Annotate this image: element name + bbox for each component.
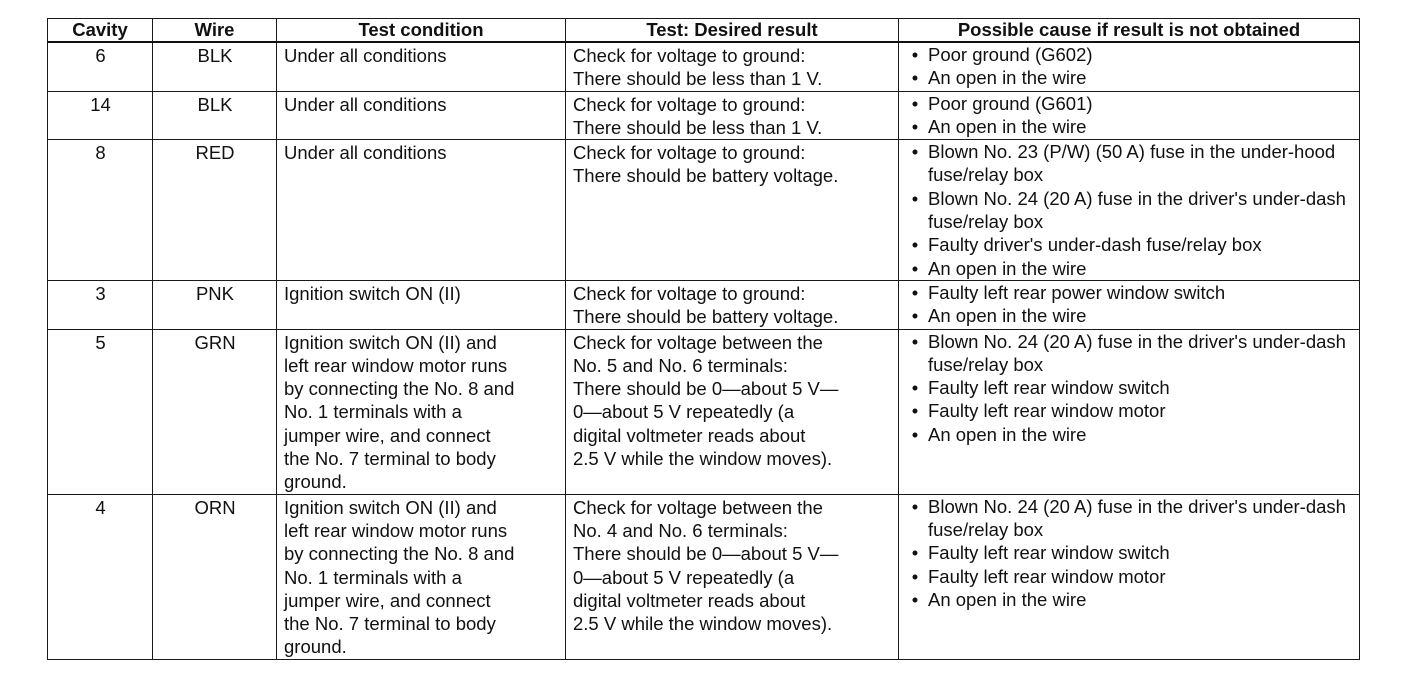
cause-item — [908, 304, 1353, 327]
wire-cell: RED — [153, 140, 277, 281]
cause-text: Poor ground (G601) — [928, 92, 1093, 114]
bullet-icon: • — [911, 257, 919, 279]
cause-list — [908, 330, 1353, 446]
result-cell — [566, 140, 899, 281]
cause-list — [908, 281, 1353, 328]
header-wire: Wire — [153, 19, 277, 43]
cavity-cell: 6 — [48, 42, 153, 91]
cause-cell — [899, 91, 1360, 140]
bullet-icon: • — [911, 281, 919, 303]
table-row — [48, 42, 1360, 91]
cause-cell — [899, 140, 1360, 281]
cause-item — [908, 140, 1353, 187]
condition-cell — [277, 280, 566, 329]
cause-text: An open in the wire — [928, 305, 1087, 327]
result-text: Check for voltage to ground: There should be less than 1 V. — [573, 45, 823, 90]
cause-text: An open in the wire — [928, 115, 1087, 137]
bullet-icon: • — [911, 305, 919, 327]
result-cell — [566, 91, 899, 140]
cause-text: An open in the wire — [928, 257, 1087, 279]
cause-text: An open in the wire — [928, 67, 1087, 89]
cause-item — [908, 376, 1353, 399]
wire-cell: BLK — [153, 91, 277, 140]
cavity-cell: 14 — [48, 91, 153, 140]
bullet-icon: • — [911, 565, 919, 587]
bullet-icon: • — [911, 115, 919, 137]
cause-list — [908, 43, 1353, 90]
cause-item — [908, 423, 1353, 446]
bullet-icon: • — [911, 400, 919, 422]
cause-text: An open in the wire — [928, 588, 1087, 610]
condition-text: Under all conditions — [284, 45, 447, 66]
result-text: Check for voltage between the No. 4 and No. 6 terminals: There should be 0—about 5 V— 0—about 5 V repeatedly (a digital voltmeter reads about 2.5 V while the window moves). — [573, 496, 839, 635]
header-possible-cause: Possible cause if result is not obtained — [899, 19, 1360, 43]
bullet-icon: • — [911, 377, 919, 399]
bullet-icon: • — [911, 141, 919, 163]
cause-text: An open in the wire — [928, 423, 1087, 445]
condition-text: Ignition switch ON (II) and left rear window motor runs by connecting the No. 8 and No. 1 terminals with a jumper wire, and connect the No. 7 terminal to body ground. — [284, 496, 515, 658]
cavity-cell: 3 — [48, 280, 153, 329]
cause-item — [908, 588, 1353, 611]
wire-cell: BLK — [153, 42, 277, 91]
cause-list — [908, 140, 1353, 280]
bullet-icon: • — [911, 330, 919, 352]
cause-item — [908, 495, 1353, 542]
condition-cell — [277, 42, 566, 91]
table-row — [48, 494, 1360, 659]
cause-text: Blown No. 24 (20 A) fuse in the driver's under-dash fuse/relay box — [928, 187, 1346, 233]
header-test-condition: Test condition — [277, 19, 566, 43]
cavity-cell: 8 — [48, 140, 153, 281]
table-row — [48, 91, 1360, 140]
bullet-icon: • — [911, 542, 919, 564]
condition-cell — [277, 91, 566, 140]
test-table — [47, 18, 1360, 660]
wire-cell: GRN — [153, 329, 277, 494]
bullet-icon: • — [911, 187, 919, 209]
cause-text: Faulty driver's under-dash fuse/relay box — [928, 234, 1262, 256]
header-cavity: Cavity — [48, 19, 153, 43]
cause-item — [908, 281, 1353, 304]
cause-text: Blown No. 24 (20 A) fuse in the driver's under-dash fuse/relay box — [928, 495, 1346, 540]
condition-cell — [277, 329, 566, 494]
condition-text: Ignition switch ON (II) — [284, 282, 461, 304]
cause-text: Poor ground (G602) — [928, 44, 1093, 65]
wire-cell: ORN — [153, 494, 277, 659]
header-row — [48, 19, 1360, 43]
bullet-icon: • — [911, 234, 919, 256]
cause-item — [908, 565, 1353, 588]
cause-item — [908, 233, 1353, 256]
condition-text: Under all conditions — [284, 142, 447, 164]
cause-list — [908, 92, 1353, 139]
result-text: Check for voltage to ground: There should be less than 1 V. — [573, 93, 823, 138]
condition-cell — [277, 494, 566, 659]
result-cell — [566, 494, 899, 659]
cause-text: Faulty left rear window switch — [928, 377, 1170, 399]
cause-cell — [899, 494, 1360, 659]
bullet-icon: • — [911, 423, 919, 445]
bullet-icon: • — [911, 44, 919, 65]
cause-item — [908, 257, 1353, 280]
result-cell — [566, 42, 899, 91]
cause-cell — [899, 329, 1360, 494]
cause-list — [908, 495, 1353, 611]
cause-cell — [899, 280, 1360, 329]
cause-text: Blown No. 24 (20 A) fuse in the driver's under-dash fuse/relay box — [928, 330, 1346, 375]
condition-text: Ignition switch ON (II) and left rear window motor runs by connecting the No. 8 and No. 1 terminals with a jumper wire, and connect the No. 7 terminal to body ground. — [284, 331, 515, 493]
cause-text: Faulty left rear window motor — [928, 565, 1166, 587]
header-desired-result: Test: Desired result — [566, 19, 899, 43]
condition-text: Under all conditions — [284, 93, 447, 115]
cause-cell — [899, 42, 1360, 91]
bullet-icon: • — [911, 92, 919, 114]
bullet-icon: • — [911, 588, 919, 610]
cause-item — [908, 187, 1353, 234]
cause-item — [908, 399, 1353, 422]
wire-cell: PNK — [153, 280, 277, 329]
table-row — [48, 280, 1360, 329]
cause-text: Faulty left rear power window switch — [928, 281, 1226, 303]
cause-item — [908, 541, 1353, 564]
cause-text: Faulty left rear window motor — [928, 400, 1166, 422]
cavity-cell: 5 — [48, 329, 153, 494]
result-text: Check for voltage to ground: There should be battery voltage. — [573, 142, 839, 187]
table-row — [48, 140, 1360, 281]
cause-item — [908, 43, 1353, 66]
cause-item — [908, 330, 1353, 377]
table-row — [48, 329, 1360, 494]
result-text: Check for voltage between the No. 5 and No. 6 terminals: There should be 0—about 5 V— 0—about 5 V repeatedly (a digital voltmeter reads about 2.5 V while the window moves). — [573, 331, 839, 470]
cause-text: Faulty left rear window switch — [928, 542, 1170, 564]
result-text: Check for voltage to ground: There should be battery voltage. — [573, 282, 839, 328]
result-cell — [566, 280, 899, 329]
cause-text: Blown No. 23 (P/W) (50 A) fuse in the under-hood fuse/relay box — [928, 141, 1336, 186]
cause-item — [908, 115, 1353, 138]
bullet-icon: • — [911, 67, 919, 89]
result-cell — [566, 329, 899, 494]
cause-item — [908, 92, 1353, 115]
condition-cell — [277, 140, 566, 281]
cause-item — [908, 66, 1353, 89]
cavity-cell: 4 — [48, 494, 153, 659]
bullet-icon: • — [911, 495, 919, 517]
